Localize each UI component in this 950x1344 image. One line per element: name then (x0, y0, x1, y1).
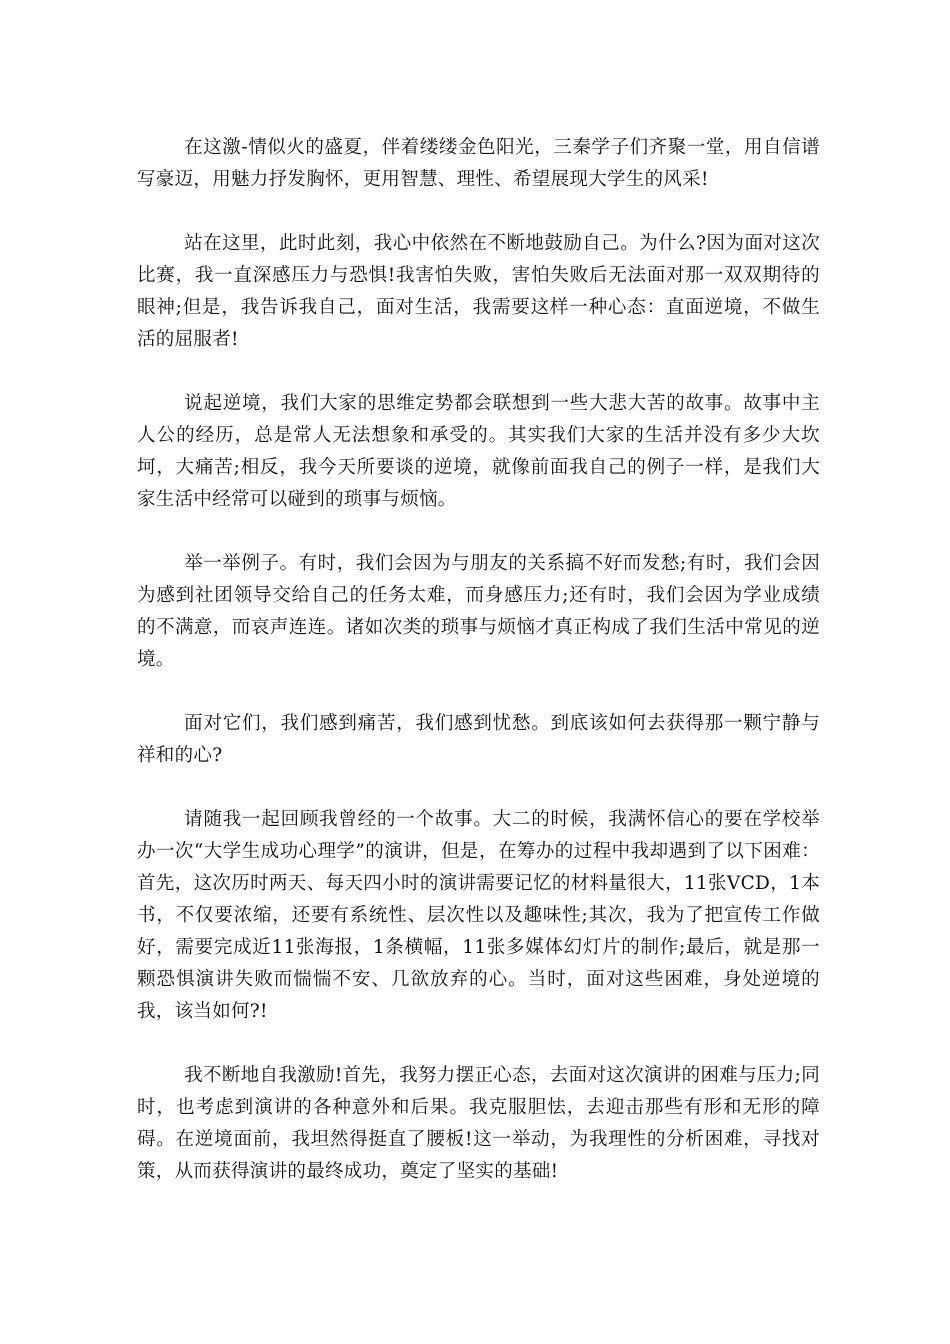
paragraph-3: 说起逆境，我们大家的思维定势都会联想到一些大悲大苦的故事。故事中主人公的经历，总是常人无法想象和承受的。其实我们大家的生活并没有多少大坎坷，大痛苦;相反，我今天所要谈的逆境，就像前面我自己的例子一样，是我们大家生活中经常可以碰到的琐事与烦恼。 (137, 393, 820, 510)
paragraph-5: 面对它们，我们感到痛苦，我们感到忧愁。到底该如何去获得那一颗宁静与祥和的心? (137, 713, 820, 766)
paragraph-2: 站在这里，此时此刻，我心中依然在不断地鼓励自己。为什么?因为面对这次比赛，我一直深感压力与恐惧!我害怕失败，害怕失败后无法面对那一双双期待的眼神;但是，我告诉我自己，面对生活，我需要这样一种心态：直面逆境，不做生活的屈服者! (137, 233, 820, 350)
document-body (137, 132, 820, 1220)
paragraph-1: 在这激-情似火的盛夏，伴着缕缕金色阳光，三秦学子们齐聚一堂，用自信谱写豪迈，用魅力抒发胸怀，更用智慧、理性、希望展现大学生的风采! (137, 137, 820, 190)
paragraph-4: 举一举例子。有时，我们会因为与朋友的关系搞不好而发愁;有时，我们会因为感到社团领导交给自己的任务太难，而身感压力;还有时，我们会因为学业成绩的不满意，而哀声连连。诸如次类的琐事与烦恼才真正构成了我们生活中常见的逆境。 (137, 553, 820, 670)
paragraph-7: 我不断地自我激励!首先，我努力摆正心态，去面对这次演讲的困难与压力;同时，也考虑到演讲的各种意外和后果。我克服胆怯，去迎击那些有形和无形的障碍。在逆境面前，我坦然得挺直了腰板!这一举动，为我理性的分析困难，寻找对策，从而获得演讲的最终成功，奠定了坚实的基础! (137, 1065, 820, 1182)
paragraph-6: 请随我一起回顾我曾经的一个故事。大二的时候，我满怀信心的要在学校举办一次“大学生成功心理学”的演讲，但是，在筹办的过程中我却遇到了以下困难：首先，这次历时两天、每天四小时的演讲需要记忆的材料量很大，11张VCD，1本书，不仅要浓缩，还要有系统性、层次性以及趣味性;其次，我为了把宣传工作做好，需要完成近11张海报，1条横幅，11张多媒体幻灯片的制作;最后，就是那一颗恐惧演讲失败而惴惴不安、几欲放弃的心。当时，面对这些困难，身处逆境的我，该当如何?! (137, 809, 820, 1022)
